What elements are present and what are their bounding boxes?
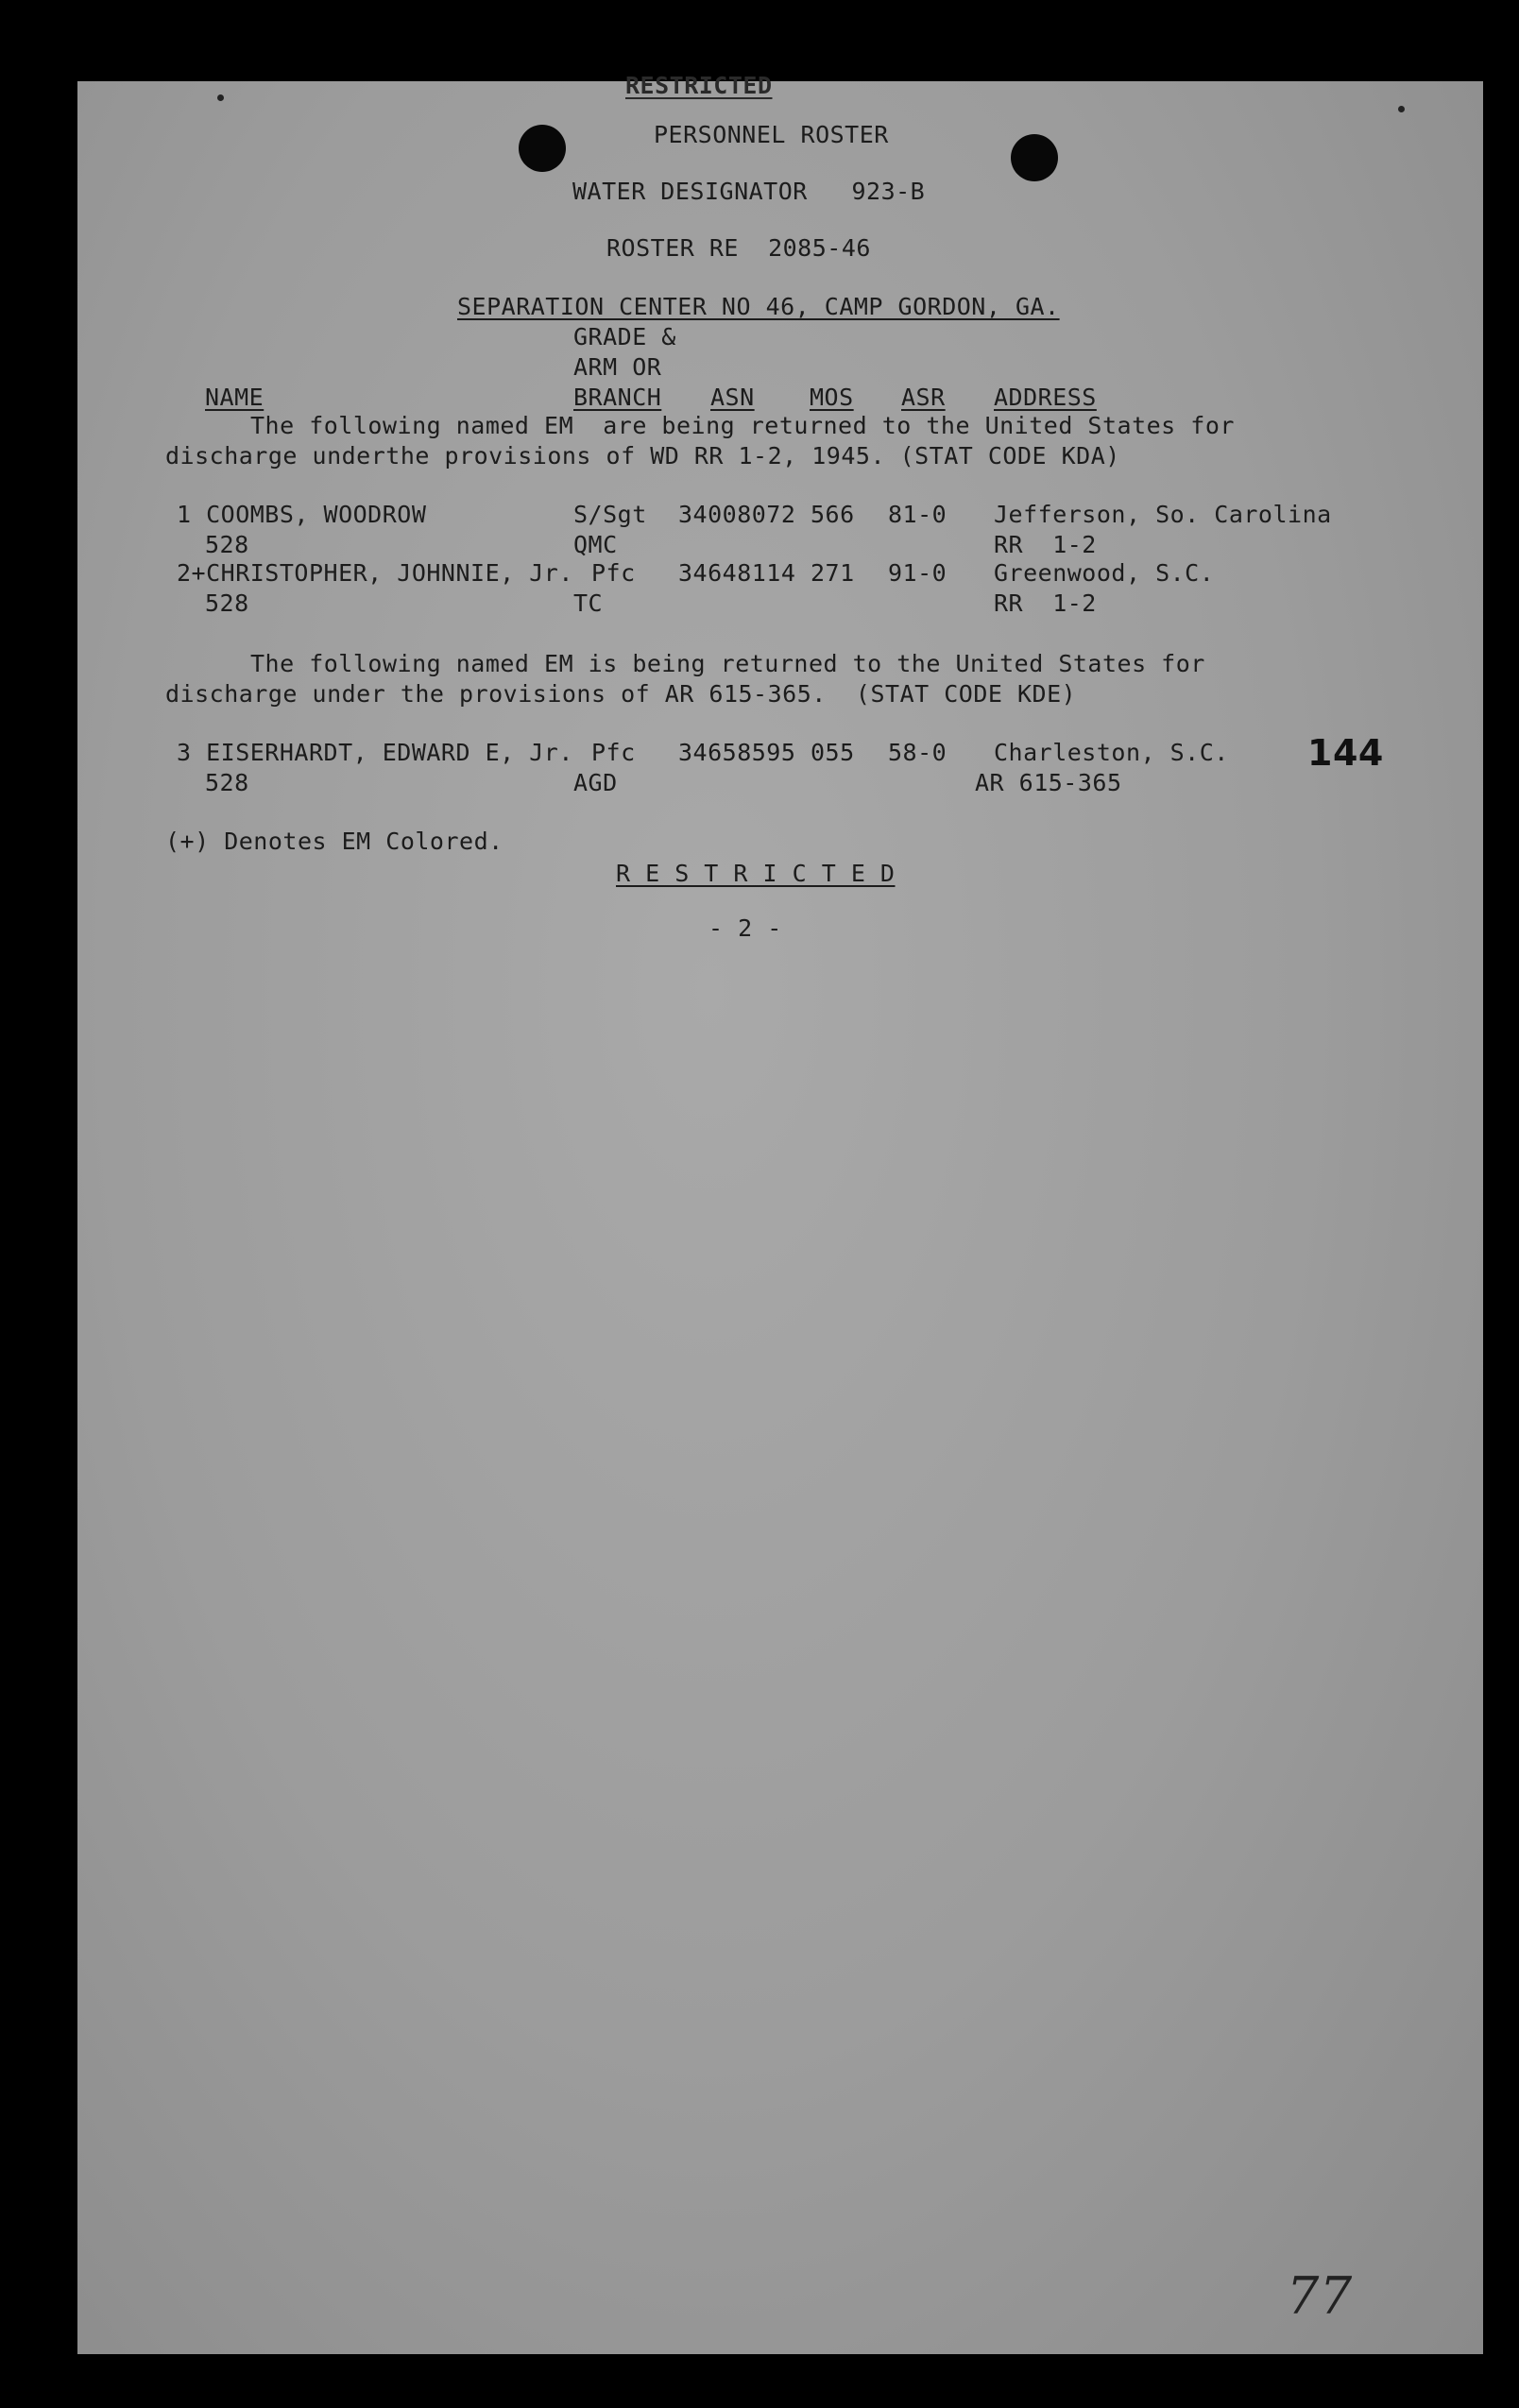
record-grade: Pfc bbox=[591, 559, 636, 587]
record-grade: Pfc bbox=[591, 739, 636, 766]
record-branch: TC bbox=[573, 589, 604, 617]
section2-line2: discharge under the provisions of AR 615-365. (STAT CODE KDE) bbox=[165, 680, 1077, 708]
section1-line1: The following named EM are being returned to the United States for bbox=[250, 412, 1235, 439]
col-name-header: NAME bbox=[205, 384, 265, 411]
section2-line1: The following named EM is being returned to the United States for bbox=[250, 650, 1205, 677]
document-sheet bbox=[77, 72, 1483, 2354]
record-address: Jefferson, So. Carolina bbox=[994, 501, 1332, 528]
record-authority: RR 1-2 bbox=[994, 589, 1097, 617]
separation-center: SEPARATION CENTER NO 46, CAMP GORDON, GA. bbox=[457, 293, 1060, 320]
classification-top: RESTRICTED bbox=[625, 72, 773, 99]
record-authority: AR 615-365 bbox=[975, 769, 1122, 796]
page-number: - 2 - bbox=[708, 914, 782, 942]
record-asn-mos: 34648114 271 bbox=[678, 559, 855, 587]
record-address: Charleston, S.C. bbox=[994, 739, 1229, 766]
record-branch: AGD bbox=[573, 769, 618, 796]
col-mos-header: MOS bbox=[810, 384, 854, 411]
col-asr-header: ASR bbox=[901, 384, 946, 411]
col-address-header: ADDRESS bbox=[994, 384, 1097, 411]
ink-speck bbox=[217, 94, 224, 101]
record-asn-mos: 34008072 566 bbox=[678, 501, 855, 528]
punch-hole bbox=[519, 125, 566, 172]
col-branch-header: BRANCH bbox=[573, 384, 662, 411]
record-code: 528 bbox=[205, 589, 249, 617]
record-asn-mos: 34658595 055 bbox=[678, 739, 855, 766]
record-name: 1 COOMBS, WOODROW bbox=[177, 501, 427, 528]
ink-speck bbox=[1398, 106, 1405, 112]
record-asr: 58-0 bbox=[888, 739, 947, 766]
handwritten-number: 77 bbox=[1287, 2266, 1353, 2326]
water-designator: WATER DESIGNATOR 923-B bbox=[572, 178, 926, 205]
punch-hole bbox=[1011, 134, 1058, 181]
roster-number: ROSTER RE 2085-46 bbox=[606, 234, 871, 262]
col-asn-header: ASN bbox=[710, 384, 755, 411]
record-asr: 91-0 bbox=[888, 559, 947, 587]
roster-title: PERSONNEL ROSTER bbox=[654, 121, 889, 148]
col-grade-header: GRADE & bbox=[573, 323, 676, 350]
stamp-number: 144 bbox=[1307, 732, 1384, 774]
record-grade: S/Sgt bbox=[573, 501, 647, 528]
record-code: 528 bbox=[205, 531, 249, 558]
record-branch: QMC bbox=[573, 531, 618, 558]
record-asr: 81-0 bbox=[888, 501, 947, 528]
record-address: Greenwood, S.C. bbox=[994, 559, 1215, 587]
col-arm-header: ARM OR bbox=[573, 353, 662, 381]
section1-line2: discharge underthe provisions of WD RR 1-2, 1945. (STAT CODE KDA) bbox=[165, 442, 1120, 470]
record-code: 528 bbox=[205, 769, 249, 796]
record-name: 3 EISERHARDT, EDWARD E, Jr. bbox=[177, 739, 573, 766]
classification-bottom: R E S T R I C T E D bbox=[616, 860, 896, 887]
record-authority: RR 1-2 bbox=[994, 531, 1097, 558]
record-name: 2+CHRISTOPHER, JOHNNIE, Jr. bbox=[177, 559, 573, 587]
footnote: (+) Denotes EM Colored. bbox=[165, 828, 503, 855]
